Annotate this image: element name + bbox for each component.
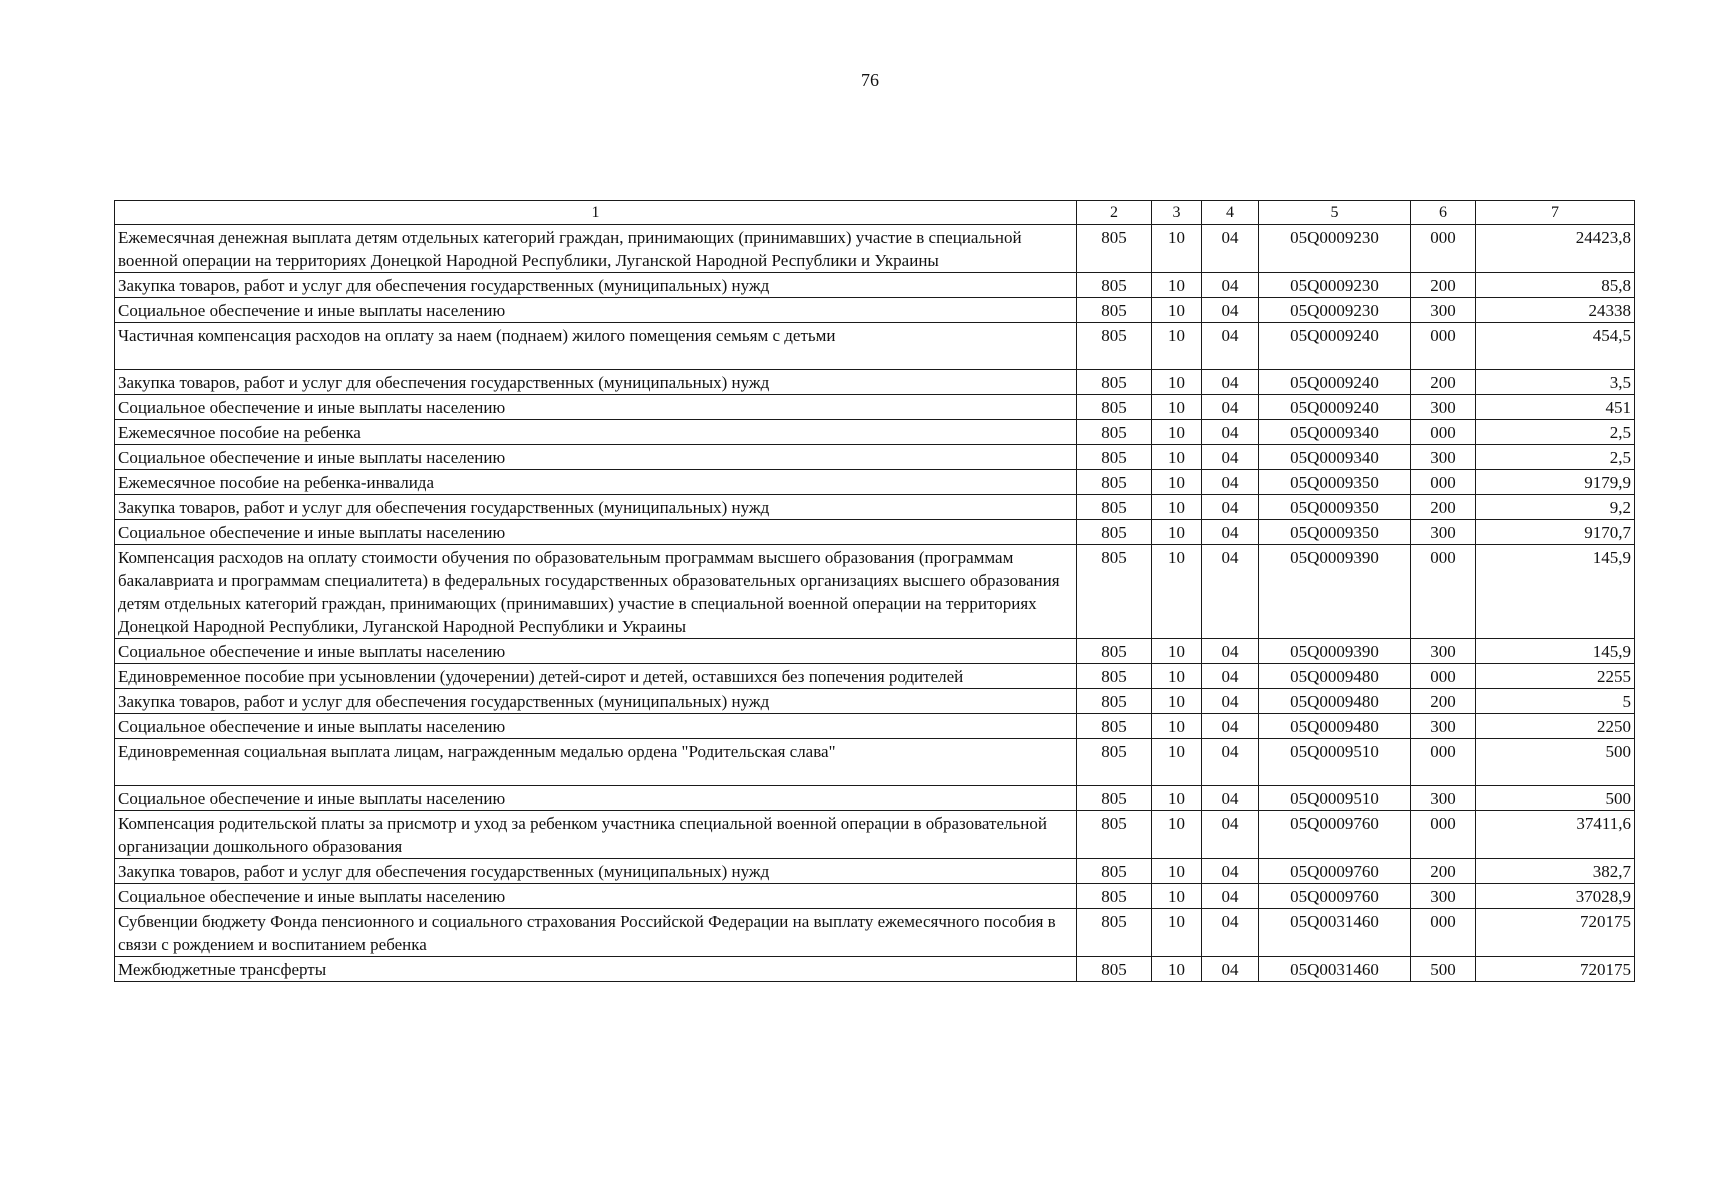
row-col-6: 500 [1411, 957, 1476, 982]
row-col-4: 04 [1202, 395, 1259, 420]
row-col-6: 000 [1411, 545, 1476, 639]
row-col-6: 300 [1411, 639, 1476, 664]
row-col-4: 04 [1202, 739, 1259, 786]
row-description: Закупка товаров, работ и услуг для обеспечения государственных (муниципальных) нужд [115, 689, 1077, 714]
row-amount: 5 [1476, 689, 1635, 714]
row-col-5: 05Q0009480 [1259, 689, 1411, 714]
row-col-4: 04 [1202, 714, 1259, 739]
row-col-5: 05Q0031460 [1259, 957, 1411, 982]
row-description: Закупка товаров, работ и услуг для обеспечения государственных (муниципальных) нужд [115, 370, 1077, 395]
row-col-2: 805 [1077, 859, 1152, 884]
row-col-2: 805 [1077, 273, 1152, 298]
row-amount: 2,5 [1476, 420, 1635, 445]
row-col-4: 04 [1202, 664, 1259, 689]
row-amount: 451 [1476, 395, 1635, 420]
table-row [115, 420, 1635, 445]
row-amount: 3,5 [1476, 370, 1635, 395]
row-col-2: 805 [1077, 714, 1152, 739]
row-amount: 720175 [1476, 909, 1635, 957]
row-col-4: 04 [1202, 689, 1259, 714]
row-col-6: 300 [1411, 884, 1476, 909]
row-col-5: 05Q0009510 [1259, 786, 1411, 811]
row-amount: 2255 [1476, 664, 1635, 689]
row-col-3: 10 [1152, 664, 1202, 689]
row-col-5: 05Q0009350 [1259, 470, 1411, 495]
row-amount: 382,7 [1476, 859, 1635, 884]
row-col-6: 000 [1411, 664, 1476, 689]
row-col-5: 05Q0009350 [1259, 495, 1411, 520]
row-amount: 9,2 [1476, 495, 1635, 520]
row-col-3: 10 [1152, 370, 1202, 395]
row-col-6: 300 [1411, 714, 1476, 739]
table-row [115, 884, 1635, 909]
row-col-6: 000 [1411, 811, 1476, 859]
row-amount: 454,5 [1476, 323, 1635, 370]
row-col-2: 805 [1077, 225, 1152, 273]
budget-table [114, 200, 1635, 982]
row-description: Межбюджетные трансферты [115, 957, 1077, 982]
row-description: Социальное обеспечение и иные выплаты населению [115, 786, 1077, 811]
row-col-2: 805 [1077, 664, 1152, 689]
column-header: 5 [1259, 201, 1411, 225]
row-col-5: 05Q0009760 [1259, 811, 1411, 859]
row-description: Ежемесячное пособие на ребенка [115, 420, 1077, 445]
row-col-4: 04 [1202, 225, 1259, 273]
row-description: Единовременное пособие при усыновлении (удочерении) детей-сирот и детей, оставшихся без попечения родителей [115, 664, 1077, 689]
row-col-6: 300 [1411, 298, 1476, 323]
row-col-3: 10 [1152, 445, 1202, 470]
column-header: 1 [115, 201, 1077, 225]
row-col-5: 05Q0009390 [1259, 639, 1411, 664]
row-col-6: 000 [1411, 470, 1476, 495]
row-col-2: 805 [1077, 298, 1152, 323]
row-col-5: 05Q0009240 [1259, 395, 1411, 420]
column-header: 4 [1202, 201, 1259, 225]
row-col-3: 10 [1152, 714, 1202, 739]
row-col-6: 300 [1411, 395, 1476, 420]
table-row [115, 545, 1635, 639]
row-col-3: 10 [1152, 909, 1202, 957]
row-col-2: 805 [1077, 520, 1152, 545]
row-col-3: 10 [1152, 470, 1202, 495]
row-col-5: 05Q0009240 [1259, 323, 1411, 370]
row-col-3: 10 [1152, 520, 1202, 545]
table-row [115, 714, 1635, 739]
row-col-5: 05Q0009230 [1259, 298, 1411, 323]
row-amount: 500 [1476, 786, 1635, 811]
row-col-2: 805 [1077, 811, 1152, 859]
row-col-3: 10 [1152, 859, 1202, 884]
row-col-4: 04 [1202, 273, 1259, 298]
table-row [115, 739, 1635, 786]
row-description: Закупка товаров, работ и услуг для обеспечения государственных (муниципальных) нужд [115, 495, 1077, 520]
row-col-4: 04 [1202, 545, 1259, 639]
table-row [115, 786, 1635, 811]
row-col-3: 10 [1152, 323, 1202, 370]
row-col-4: 04 [1202, 957, 1259, 982]
row-col-6: 200 [1411, 859, 1476, 884]
table-row [115, 495, 1635, 520]
row-col-4: 04 [1202, 370, 1259, 395]
row-description: Социальное обеспечение и иные выплаты населению [115, 714, 1077, 739]
row-amount: 2,5 [1476, 445, 1635, 470]
row-description: Ежемесячное пособие на ребенка-инвалида [115, 470, 1077, 495]
row-col-2: 805 [1077, 495, 1152, 520]
row-col-3: 10 [1152, 420, 1202, 445]
row-description: Социальное обеспечение и иные выплаты населению [115, 884, 1077, 909]
row-description: Компенсация расходов на оплату стоимости обучения по образовательным программам высшего образования (программам бакалавриата и программам специалитета) в федеральных государственных образовательных организациях высшего образования детям отдельных категорий граждан, принимающих (принимавших) участие в специальной военной операции на территориях Донецкой Народной Республики, Луганской Народной Республики и Украины [115, 545, 1077, 639]
row-col-3: 10 [1152, 273, 1202, 298]
table-body [115, 225, 1635, 982]
row-amount: 24423,8 [1476, 225, 1635, 273]
row-col-6: 000 [1411, 420, 1476, 445]
row-description: Субвенции бюджету Фонда пенсионного и социального страхования Российской Федерации на выплату ежемесячного пособия в связи с рождением и воспитанием ребенка [115, 909, 1077, 957]
row-col-6: 200 [1411, 689, 1476, 714]
row-col-4: 04 [1202, 859, 1259, 884]
row-description: Социальное обеспечение и иные выплаты населению [115, 445, 1077, 470]
table-row [115, 273, 1635, 298]
row-col-2: 805 [1077, 420, 1152, 445]
row-col-4: 04 [1202, 639, 1259, 664]
row-description: Закупка товаров, работ и услуг для обеспечения государственных (муниципальных) нужд [115, 859, 1077, 884]
row-col-5: 05Q0009390 [1259, 545, 1411, 639]
row-col-5: 05Q0009480 [1259, 664, 1411, 689]
row-col-3: 10 [1152, 689, 1202, 714]
row-col-5: 05Q0009230 [1259, 225, 1411, 273]
table-row [115, 811, 1635, 859]
row-col-2: 805 [1077, 739, 1152, 786]
row-col-2: 805 [1077, 395, 1152, 420]
table-row [115, 689, 1635, 714]
row-col-6: 000 [1411, 323, 1476, 370]
row-col-2: 805 [1077, 323, 1152, 370]
row-col-5: 05Q0009340 [1259, 420, 1411, 445]
row-col-6: 000 [1411, 909, 1476, 957]
row-col-5: 05Q0031460 [1259, 909, 1411, 957]
row-col-4: 04 [1202, 811, 1259, 859]
row-col-2: 805 [1077, 909, 1152, 957]
row-col-3: 10 [1152, 545, 1202, 639]
row-col-3: 10 [1152, 811, 1202, 859]
row-col-2: 805 [1077, 470, 1152, 495]
row-col-2: 805 [1077, 689, 1152, 714]
row-col-2: 805 [1077, 545, 1152, 639]
column-header: 2 [1077, 201, 1152, 225]
row-col-6: 300 [1411, 445, 1476, 470]
row-col-4: 04 [1202, 884, 1259, 909]
row-col-3: 10 [1152, 298, 1202, 323]
row-col-4: 04 [1202, 786, 1259, 811]
table-header-row [115, 201, 1635, 225]
row-amount: 145,9 [1476, 545, 1635, 639]
row-amount: 500 [1476, 739, 1635, 786]
row-col-3: 10 [1152, 395, 1202, 420]
row-col-6: 200 [1411, 370, 1476, 395]
row-col-4: 04 [1202, 909, 1259, 957]
table-row [115, 909, 1635, 957]
row-col-3: 10 [1152, 639, 1202, 664]
row-col-5: 05Q0009760 [1259, 859, 1411, 884]
row-col-5: 05Q0009480 [1259, 714, 1411, 739]
row-amount: 24338 [1476, 298, 1635, 323]
row-col-5: 05Q0009350 [1259, 520, 1411, 545]
row-amount: 37028,9 [1476, 884, 1635, 909]
table-row [115, 520, 1635, 545]
row-col-6: 200 [1411, 495, 1476, 520]
page-number: 76 [861, 70, 879, 90]
row-description: Частичная компенсация расходов на оплату за наем (поднаем) жилого помещения семьям с детьми [115, 323, 1077, 370]
table-row [115, 957, 1635, 982]
row-col-4: 04 [1202, 420, 1259, 445]
table-row [115, 225, 1635, 273]
table-row [115, 470, 1635, 495]
row-description: Закупка товаров, работ и услуг для обеспечения государственных (муниципальных) нужд [115, 273, 1077, 298]
table-row [115, 298, 1635, 323]
row-col-5: 05Q0009510 [1259, 739, 1411, 786]
row-col-3: 10 [1152, 884, 1202, 909]
row-col-6: 200 [1411, 273, 1476, 298]
row-col-4: 04 [1202, 298, 1259, 323]
row-col-6: 000 [1411, 225, 1476, 273]
column-header: 6 [1411, 201, 1476, 225]
row-col-2: 805 [1077, 786, 1152, 811]
table-row [115, 323, 1635, 370]
row-col-3: 10 [1152, 225, 1202, 273]
row-col-3: 10 [1152, 495, 1202, 520]
row-col-5: 05Q0009760 [1259, 884, 1411, 909]
row-col-2: 805 [1077, 957, 1152, 982]
row-amount: 37411,6 [1476, 811, 1635, 859]
row-col-2: 805 [1077, 639, 1152, 664]
row-col-6: 300 [1411, 786, 1476, 811]
table-row [115, 639, 1635, 664]
row-col-3: 10 [1152, 957, 1202, 982]
column-header: 7 [1476, 201, 1635, 225]
row-description: Единовременная социальная выплата лицам, награжденным медалью ордена "Родительская слава" [115, 739, 1077, 786]
row-col-2: 805 [1077, 445, 1152, 470]
row-col-6: 000 [1411, 739, 1476, 786]
table-row [115, 395, 1635, 420]
row-amount: 2250 [1476, 714, 1635, 739]
table-row [115, 859, 1635, 884]
row-amount: 85,8 [1476, 273, 1635, 298]
row-col-2: 805 [1077, 884, 1152, 909]
row-col-6: 300 [1411, 520, 1476, 545]
row-amount: 720175 [1476, 957, 1635, 982]
row-col-3: 10 [1152, 739, 1202, 786]
column-header: 3 [1152, 201, 1202, 225]
table-row [115, 445, 1635, 470]
table-row [115, 370, 1635, 395]
row-description: Социальное обеспечение и иные выплаты населению [115, 639, 1077, 664]
row-col-3: 10 [1152, 786, 1202, 811]
row-col-4: 04 [1202, 520, 1259, 545]
row-description: Социальное обеспечение и иные выплаты населению [115, 520, 1077, 545]
row-col-5: 05Q0009230 [1259, 273, 1411, 298]
table-row [115, 664, 1635, 689]
row-description: Социальное обеспечение и иные выплаты населению [115, 395, 1077, 420]
row-description: Ежемесячная денежная выплата детям отдельных категорий граждан, принимающих (принимавших) участие в специальной военной операции на территориях Донецкой Народной Республики, Луганской Народной Республики и Украины [115, 225, 1077, 273]
row-col-4: 04 [1202, 323, 1259, 370]
row-col-2: 805 [1077, 370, 1152, 395]
row-amount: 145,9 [1476, 639, 1635, 664]
row-col-4: 04 [1202, 470, 1259, 495]
row-col-5: 05Q0009340 [1259, 445, 1411, 470]
row-description: Социальное обеспечение и иные выплаты населению [115, 298, 1077, 323]
row-description: Компенсация родительской платы за присмотр и уход за ребенком участника специальной военной операции в образовательной организации дошкольного образования [115, 811, 1077, 859]
row-amount: 9170,7 [1476, 520, 1635, 545]
row-col-5: 05Q0009240 [1259, 370, 1411, 395]
row-col-4: 04 [1202, 445, 1259, 470]
row-amount: 9179,9 [1476, 470, 1635, 495]
row-col-4: 04 [1202, 495, 1259, 520]
